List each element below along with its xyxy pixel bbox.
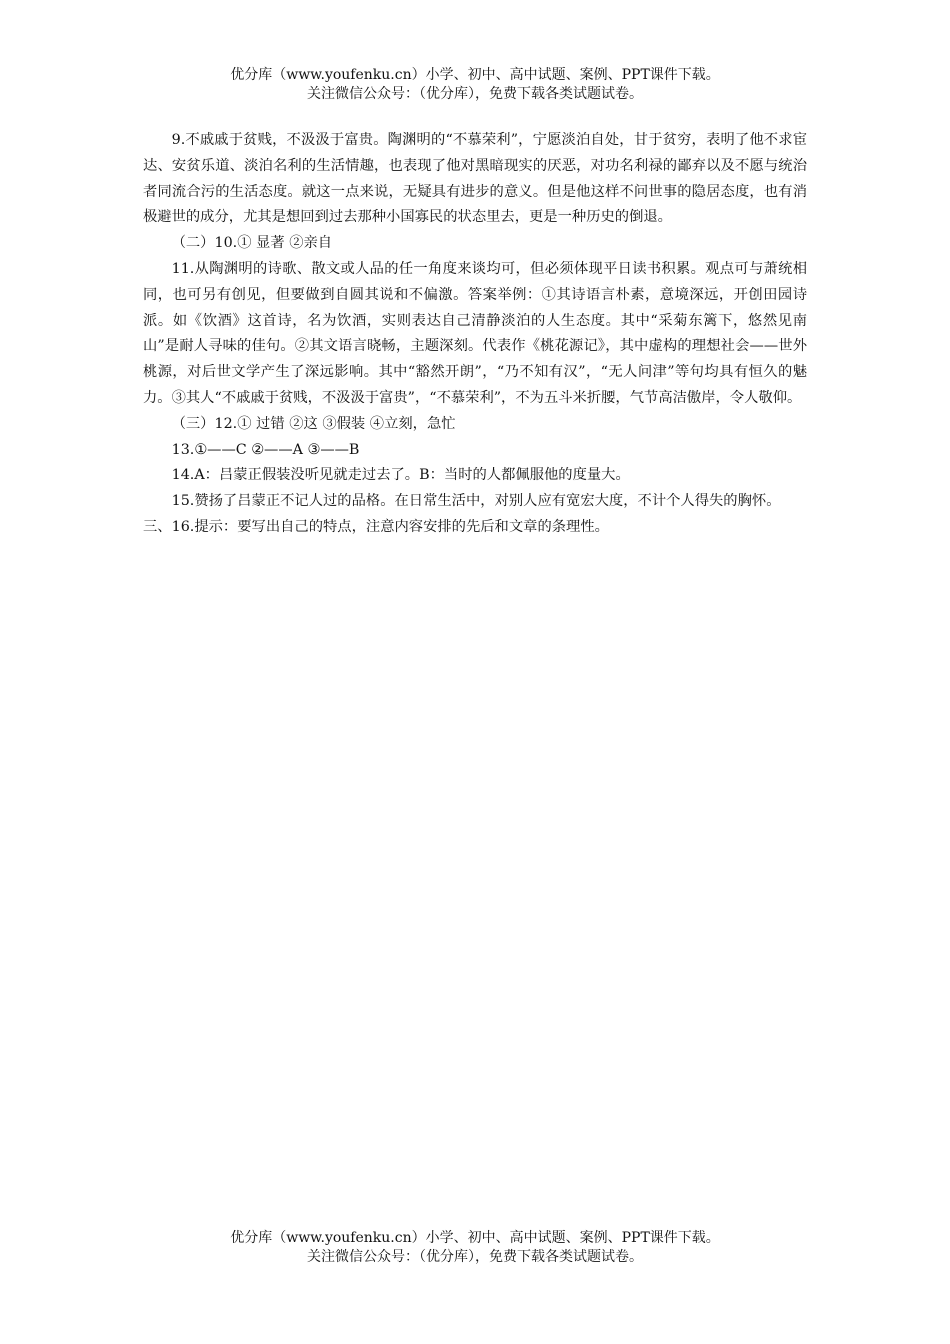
answer-9: 9.不戚戚于贫贱，不汲汲于富贵。陶渊明的“不慕荣利”，宁愿淡泊自处，甘于贫穷，表明了他不求宦达、安贫乐道、淡泊名利的生活情趣，也表现了他对黑暗现实的厌恶，对功名利禄的鄙弃以及不愿与统治者同流合污的生活态度。就这一点来说，无疑具有进步的意义。但是他这样不问世事的隐居态度，也有消极避世的成分，尤其是想回到过去那种小国寡民的状态里去，更是一种历史的倒退。 <box>143 132 807 226</box>
header-line-2: 关注微信公众号：（优分库），免费下载各类试题试卷。 <box>307 86 643 102</box>
answer-10: （二）10.① 显著 ②亲自 <box>171 235 333 252</box>
answer-13: 13.①——C ②——A ③——B <box>171 441 360 458</box>
page-header <box>0 66 950 104</box>
answer-12: （三）12.① 过错 ②这 ③假装 ④立刻，急忙 <box>171 415 456 432</box>
answer-11: 11.从陶渊明的诗歌、散文或人品的任一角度来谈均可，但必须体现平日读书积累。观点可与萧统相同，也可另有创见，但要做到自圆其说和不偏激。答案举例：①其诗语言朴素，意境深远，开创田园诗派。如《饮酒》这首诗，名为饮酒，实则表达自己清静淡泊的人生态度。其中“采菊东篱下，悠然见南山”是耐人寻味的佳句。②其文语言晓畅，主题深刻。代表作《桃花源记》，其中虚构的理想社会——世外桃源，对后世文学产生了深远影响。其中“豁然开朗”，“乃不知有汉”，“无人问津”等句均具有恒久的魅力。③其人“不戚戚于贫贱，不汲汲于富贵”，“不慕荣利”，不为五斗米折腰，气节高洁傲岸，令人敬仰。 <box>143 260 807 406</box>
page-footer <box>0 1229 950 1267</box>
answer-14: 14.A：吕蒙正假装没听见就走过去了。B：当时的人都佩服他的度量大。 <box>171 467 630 484</box>
answer-body <box>143 128 807 541</box>
footer-line-1: 优分库（www.youfenku.cn）小学、初中、高中试题、案例、PPT课件下载。 <box>230 1230 720 1246</box>
header-line-1: 优分库（www.youfenku.cn）小学、初中、高中试题、案例、PPT课件下载。 <box>230 67 720 83</box>
answer-16: 三、16.提示：要写出自己的特点，注意内容安排的先后和文章的条理性。 <box>143 518 609 535</box>
answer-15: 15.赞扬了吕蒙正不记人过的品格。在日常生活中，对别人应有宽宏大度，不计个人得失的胸怀。 <box>171 493 781 510</box>
footer-line-2: 关注微信公众号：（优分库），免费下载各类试题试卷。 <box>307 1249 643 1265</box>
